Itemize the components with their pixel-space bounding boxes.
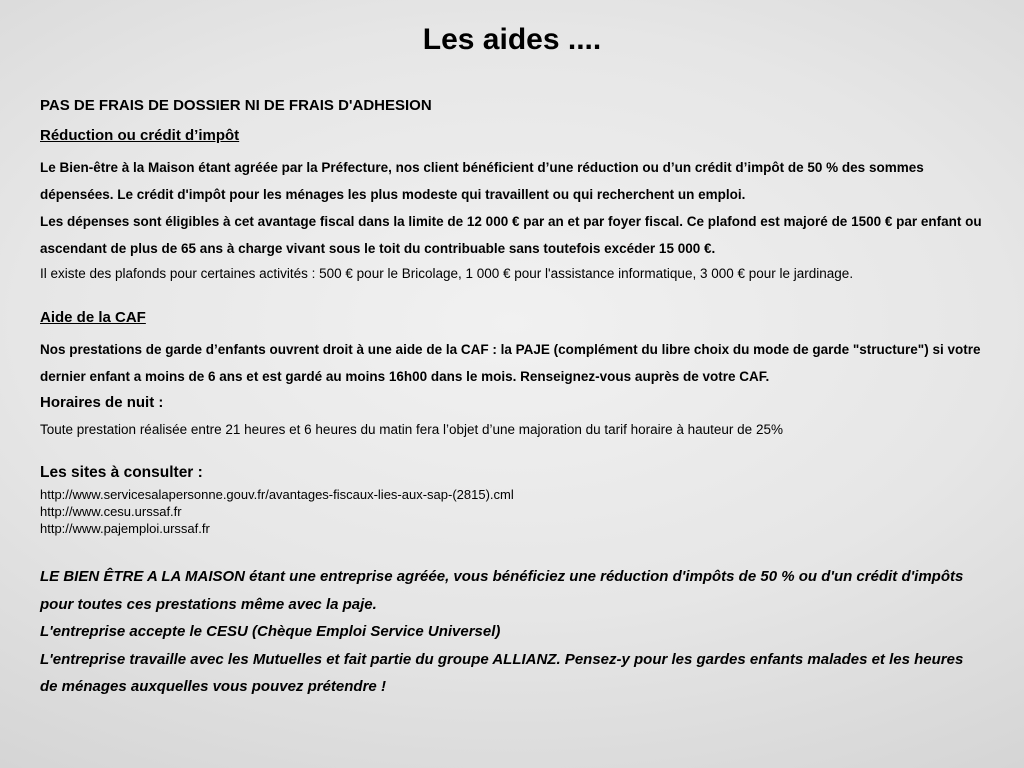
tax-paragraph-1: Le Bien-être à la Maison étant agréée par la Préfecture, nos client bénéficient d’une réduction ou d’un crédit d’impôt de 50 % des sommes dépensées. Le crédit d'impôt pour les ménages les plus modeste qui travaillent ou qui recherchent un emploi. <box>40 160 924 202</box>
tax-paragraph-3: Il existe des plafonds pour certaines activités : 500 € pour le Bricolage, 1 000 € pour l'assistance informatique, 3 000 € pour le jardinage. <box>40 266 854 281</box>
slide-title: Les aides .... <box>422 23 602 56</box>
site-url-cesu: http://www.cesu.urssaf.fr <box>40 504 182 519</box>
tax-credit-section <box>40 126 984 286</box>
closing-section <box>40 563 984 701</box>
site-url-servicesalapersonne: http://www.servicesalapersonne.gouv.fr/avantages-fiscaux-lies-aux-sap-(2815).cml <box>40 487 514 502</box>
sites-section <box>40 462 984 537</box>
caf-paragraph: Nos prestations de garde d’enfants ouvrent droit à une aide de la CAF : la PAJE (complément du libre choix du mode de garde "structure") si votre dernier enfant a moins de 6 ans et est gardé au moins 16h00 dans le mois. Renseignez-vous auprès de votre CAF. <box>40 342 981 384</box>
closing-paragraph-2: L'entreprise accepte le CESU (Chèque Emploi Service Universel) <box>40 623 501 640</box>
tax-paragraph-2: Les dépenses sont éligibles à cet avantage fiscal dans la limite de 12 000 € par an et par foyer fiscal. Ce plafond est majoré de 1500 € par enfant ou ascendant de plus de 65 ans à charge vivant sous le toit du contribuable sans toutefois excéder 15 000 €. <box>40 214 982 256</box>
tax-section-heading: Réduction ou crédit d’impôt <box>40 127 240 144</box>
caf-section <box>40 308 984 442</box>
night-hours-heading: Horaires de nuit : <box>40 394 164 411</box>
no-fees-line: PAS DE FRAIS DE DOSSIER NI DE FRAIS D'ADHESION <box>40 97 432 114</box>
sites-section-heading: Les sites à consulter : <box>40 464 203 481</box>
closing-paragraph-1: LE BIEN ÊTRE A LA MAISON étant une entreprise agréée, vous bénéficiez une réduction d'impôts de 50 % ou d'un crédit d'impôts pour toutes ces prestations même avec la paje. <box>40 568 964 613</box>
site-url-pajemploi: http://www.pajemploi.urssaf.fr <box>40 521 210 536</box>
caf-section-heading: Aide de la CAF <box>40 309 146 326</box>
closing-paragraph-3: L'entreprise travaille avec les Mutuelles et fait partie du groupe ALLIANZ. Pensez-y pour les gardes enfants malades et les heures de ménages auxquelles vous pouvez prétendre ! <box>40 650 964 695</box>
night-hours-text: Toute prestation réalisée entre 21 heures et 6 heures du matin fera l’objet d’une majoration du tarif horaire à hauteur de 25% <box>40 422 783 437</box>
